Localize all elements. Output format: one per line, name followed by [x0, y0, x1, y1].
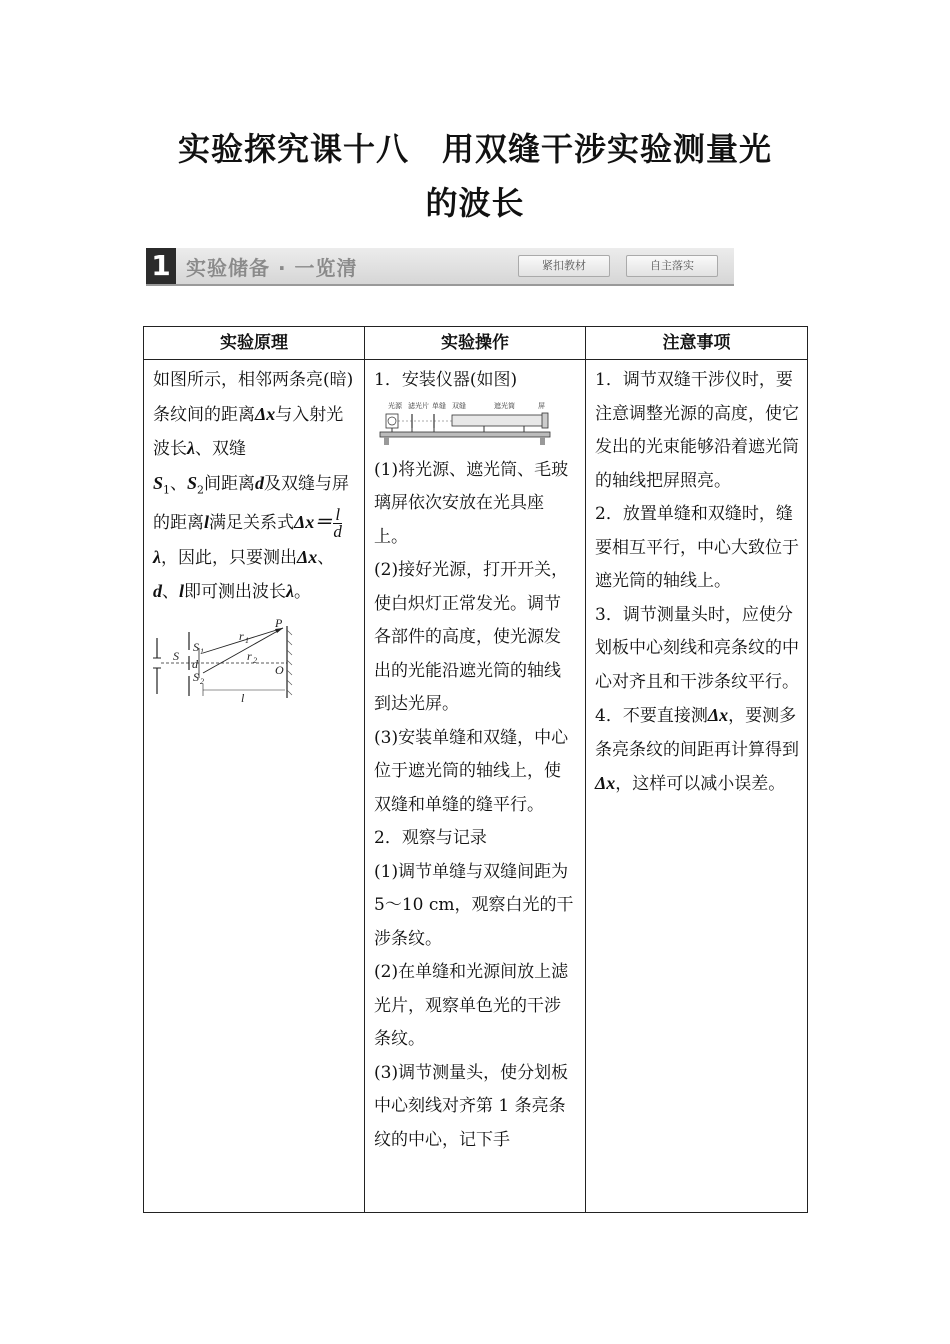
- header-notes: 注意事项: [586, 327, 808, 360]
- symbol-s2: S: [187, 472, 198, 493]
- symbol-l: l: [204, 512, 210, 533]
- apparatus-label-double-slit: 双缝: [452, 401, 466, 410]
- section-banner: [146, 248, 734, 286]
- label-S1: S: [193, 639, 199, 654]
- principle-text: [153, 364, 356, 610]
- table-body-row: [144, 360, 808, 1213]
- principle-cell: [144, 360, 365, 1213]
- operation-step-3: (3)安装单缝和双缝，中心位于遮光筒的轴线上，使双缝和单缝的缝平行。: [374, 727, 569, 815]
- experiment-table: [143, 326, 808, 1213]
- measure-lambda: λ: [286, 581, 295, 602]
- note-3: 3．调节测量头时，应使分划板中心刻线和亮条纹的中心对齐且和干涉条纹平行。: [595, 604, 799, 692]
- separator: 、: [170, 473, 188, 494]
- header-principle: 实验原理: [144, 327, 365, 360]
- operation-heading-1: 1．安装仪器(如图): [374, 370, 518, 390]
- symbol-d: d: [255, 472, 265, 493]
- label-r2: r: [247, 648, 252, 663]
- label-S2: S: [193, 669, 199, 684]
- operation-cell: [365, 360, 586, 1213]
- apparatus-label-single-slit: 单缝: [432, 401, 446, 410]
- measure-l: l: [179, 581, 185, 602]
- double-slit-diagram: [153, 618, 293, 704]
- note-4-dx: Δx: [707, 705, 729, 725]
- operation-heading-2: 2．观察与记录: [374, 828, 487, 848]
- symbol-s1: S: [153, 472, 164, 493]
- label-r1: r: [239, 628, 244, 643]
- symbol-s2-sub: 2: [197, 482, 205, 496]
- label-S2-sub: 2: [200, 676, 204, 686]
- measure-dx: Δx: [297, 546, 318, 567]
- apparatus-label-light: 光源: [388, 401, 402, 410]
- note-2: 2．放置单缝和双缝时，缝要相互平行，中心大致位于遮光筒的轴线上。: [595, 504, 799, 591]
- table-header-row: [144, 327, 808, 360]
- principle-text-1: 如图所示，相邻两条亮(暗)条纹间的距离: [153, 370, 354, 425]
- apparatus-label-screen: 屏: [538, 401, 545, 410]
- label-d: d: [192, 656, 198, 671]
- notes-cell: [586, 360, 808, 1213]
- note-4-dx-2: Δx: [595, 773, 616, 793]
- principle-text-6: 满足关系式: [209, 513, 295, 534]
- fraction-numerator: l: [335, 505, 341, 525]
- apparatus-label-filter: 滤光片: [408, 401, 429, 410]
- operation-step-6: (3)调节测量头，使分划板中心刻线对齐第 1 条亮条纹的中心，记下手: [374, 1062, 569, 1150]
- label-O: O: [275, 662, 284, 677]
- note-4-part-2: ，要测多条亮条纹的间距再计算得到: [595, 706, 799, 760]
- separator-3: 、: [162, 582, 179, 603]
- operation-step-4: (1)调节单缝与双缝间距为5～10 cm，观察白光的干涉条纹。: [374, 861, 574, 949]
- symbol-s1-sub: 1: [163, 482, 171, 496]
- principle-text-4: 间距离: [204, 473, 256, 494]
- label-P: P: [275, 617, 283, 630]
- note-4: [595, 699, 799, 802]
- title-line-2: 的波长: [425, 184, 525, 222]
- operation-step-1: (1)将光源、遮光筒、毛玻璃屏依次安放在光具座上。: [374, 459, 569, 547]
- principle-text-9: 。: [294, 582, 312, 603]
- section-heading: 实验储备 · 一览清: [186, 256, 358, 280]
- tag-textbook: 紧扣教材: [518, 255, 610, 277]
- header-operation: 实验操作: [365, 327, 586, 360]
- section-number: 1: [146, 248, 176, 284]
- label-S1-sub: 1: [200, 646, 204, 656]
- principle-text-7: ，因此，只要测出: [161, 547, 297, 568]
- formula-rhs: λ: [153, 546, 161, 567]
- principle-text-8: 即可测出波长: [184, 582, 287, 603]
- note-4-part-3: ，这样可以减小误差。: [615, 774, 786, 794]
- label-l: l: [241, 690, 245, 704]
- formula-fraction: [333, 507, 342, 540]
- operation-step-5: (2)在单缝和光源间放上滤光片，观察单色光的干涉条纹。: [374, 962, 569, 1049]
- label-S: S: [173, 648, 179, 663]
- label-r2-sub: 2: [253, 655, 257, 665]
- separator-2: 、: [317, 547, 335, 568]
- fraction-denominator: d: [333, 522, 342, 542]
- principle-text-2: 与入射光波长: [153, 404, 344, 459]
- page-title: [0, 122, 950, 230]
- apparatus-label-tube: 遮光筒: [494, 401, 515, 410]
- symbol-dx: Δx: [255, 403, 276, 424]
- operation-step-2: (2)接好光源，打开开关，使白炽灯正常发光。调节各部件的高度，使光源发出的光能沿遮光筒的轴线到达光屏。: [374, 560, 569, 714]
- tag-self-study: 自主落实: [626, 255, 718, 277]
- note-1: 1．调节双缝干涉仪时，要注意调整光源的高度，使它发出的光束能够沿着遮光筒的轴线把屏照亮。: [595, 370, 799, 491]
- principle-text-3: 、双缝: [195, 439, 246, 459]
- measure-d: d: [153, 581, 162, 602]
- label-r1-sub: 1: [245, 635, 249, 645]
- apparatus-diagram: [374, 400, 554, 450]
- principle-text-5: 及双缝与屏的距离: [153, 473, 350, 534]
- note-4-part-1: 4．不要直接测: [595, 706, 708, 726]
- formula-lhs: Δx＝: [294, 512, 333, 533]
- symbol-lambda: λ: [187, 438, 195, 458]
- title-line-1: 实验探究课十八 用双缝干涉实验测量光: [177, 130, 772, 168]
